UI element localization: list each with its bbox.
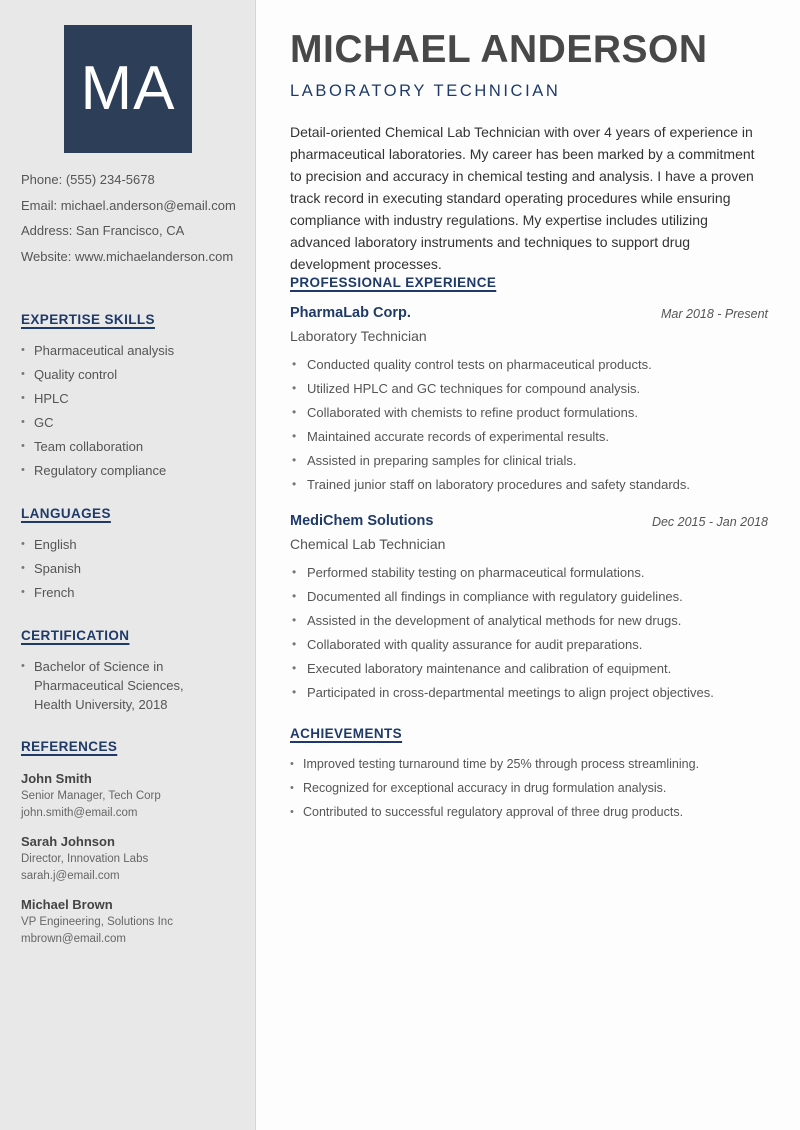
list-item: • Assisted in the development of analytical methods for new drugs. [290,611,768,630]
reference-position: Director, Innovation Labs [21,853,149,865]
reference-position: VP Engineering, Solutions Inc [21,916,173,928]
job-dates: Dec 2015 - Jan 2018 [651,515,768,529]
list-item: • GC [21,413,241,432]
list-item: • Regulatory compliance [21,461,241,480]
list-item: • Collaborated with chemists to refine product formulations. [290,403,768,422]
achievements-list [290,755,768,827]
list-item: • English [21,535,241,554]
skills-heading: EXPERTISE SKILLS [21,312,155,327]
job-entry [290,513,768,707]
reference-item [21,833,241,885]
achievements-heading: ACHIEVEMENTS [290,726,403,741]
list-item: • Recognized for exceptional accuracy in drug formulation analysis. [290,779,768,798]
sidebar [0,0,256,1130]
list-item: • Assisted in preparing samples for clinical trials. [290,451,768,470]
contact-info [21,170,251,272]
list-item: • Executed laboratory maintenance and calibration of equipment. [290,659,768,678]
list-item: • Team collaboration [21,437,241,456]
references-heading: REFERENCES [21,739,118,754]
list-item: • Trained junior staff on laboratory procedures and safety standards. [290,475,768,494]
job-title: LABORATORY TECHNICIAN [290,82,561,100]
list-item: • Improved testing turnaround time by 25% through process streamlining. [290,755,768,774]
company-name: PharmaLab Corp. [290,305,411,321]
contact-email: Email: michael.anderson@email.com [21,197,236,213]
list-item: • Utilized HPLC and GC techniques for compound analysis. [290,379,768,398]
contact-website: Website: www.michaelanderson.com [21,248,234,264]
job-bullets [290,355,768,494]
list-item: • Conducted quality control tests on pharmaceutical products. [290,355,768,374]
job-role: Laboratory Technician [290,328,427,344]
candidate-name: MICHAEL ANDERSON [290,28,708,71]
certification-heading: CERTIFICATION [21,628,130,643]
list-item: • Contributed to successful regulatory approval of three drug products. [290,803,768,822]
job-dates: Mar 2018 - Present [661,307,768,321]
reference-item [21,896,241,948]
list-item: • Performed stability testing on pharmaceutical formulations. [290,563,768,582]
list-item: • Bachelor of Science in Pharmaceutical Sciences, Health University, 2018 [21,657,221,714]
list-item: • Pharmaceutical analysis [21,341,241,360]
job-bullets [290,563,768,702]
company-name: MediChem Solutions [290,513,434,529]
reference-name: John Smith [21,771,92,786]
list-item: • Quality control [21,365,241,384]
list-item: • Participated in cross-departmental meetings to align project objectives. [290,683,768,702]
languages-section [21,506,241,607]
reference-item [21,770,241,822]
references-section [21,739,241,948]
job-entry [290,305,768,499]
languages-list [21,535,241,602]
list-item: • Spanish [21,559,241,578]
skills-list [21,341,241,480]
reference-email: john.smith@email.com [21,807,138,819]
certification-section [21,628,241,719]
reference-position: Senior Manager, Tech Corp [21,790,161,802]
reference-name: Sarah Johnson [21,834,115,849]
contact-address: Address: San Francisco, CA [21,223,185,238]
contact-phone: Phone: (555) 234-5678 [21,172,155,187]
list-item: • French [21,583,241,602]
list-item: • Maintained accurate records of experimental results. [290,427,768,446]
languages-heading: LANGUAGES [21,506,111,521]
reference-name: Michael Brown [21,897,113,912]
experience-heading: PROFESSIONAL EXPERIENCE [290,275,497,290]
list-item: • HPLC [21,389,241,408]
reference-email: sarah.j@email.com [21,870,120,882]
certification-list [21,657,221,714]
profile-summary: Detail-oriented Chemical Lab Technician with over 4 years of experience in pharmaceutical laboratories. My career has been marked by a commitment to precision and accuracy in chemical testing and analysis. I have a proven track record in executing standard operating procedures while ensuring compliance with industry regulations. My expertise includes utilizing advanced laboratory instruments and techniques to support drug development processes. [290,124,755,272]
skills-section [21,312,241,485]
list-item: • Documented all findings in compliance with regulatory guidelines. [290,587,768,606]
list-item: • Collaborated with quality assurance for audit preparations. [290,635,768,654]
reference-email: mbrown@email.com [21,933,126,945]
monogram-avatar: MA [64,25,192,153]
job-role: Chemical Lab Technician [290,536,446,552]
